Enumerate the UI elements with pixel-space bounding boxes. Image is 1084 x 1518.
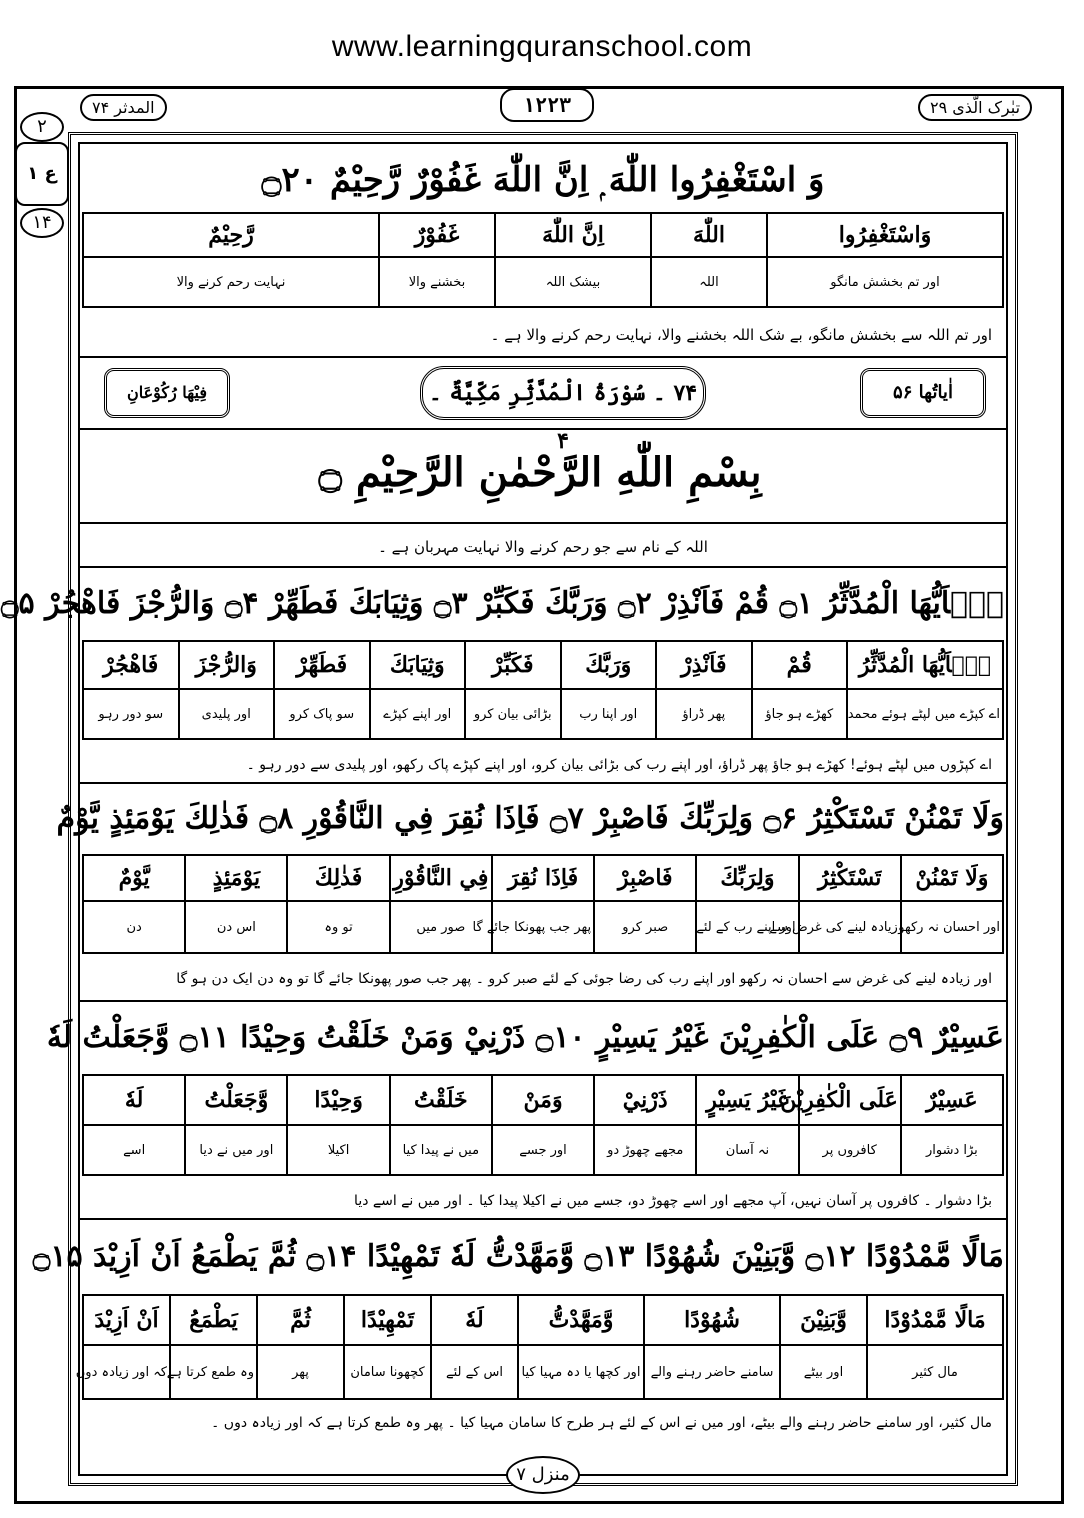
meaning-cell: کچھونا سامان bbox=[344, 1345, 431, 1399]
word-cell: اِنَّ اللّٰهَ bbox=[495, 213, 651, 257]
word-cell: مَالًا مَّمْدُوْدًا bbox=[867, 1295, 1003, 1345]
meaning-cell: اور اپنے کپڑے bbox=[370, 689, 466, 739]
word-grid-2 bbox=[82, 640, 1004, 740]
word-cell: فَاصْبِرْ bbox=[594, 855, 696, 901]
meaning-cell: پھر ڈراؤ bbox=[656, 689, 752, 739]
meaning-cell: اور کچھا یا دہ مہیا کیا bbox=[518, 1345, 644, 1399]
surah-ayat-count: اٰیاتُھا ۵۶ bbox=[860, 368, 986, 418]
word-cell: تَمْهِيْدًا bbox=[344, 1295, 431, 1345]
word-cell: وَثِيَابَكَ bbox=[370, 641, 466, 689]
word-cell: فَاِذَا نُقِرَ bbox=[492, 855, 594, 901]
meaning-cell: مال کثیر bbox=[867, 1345, 1003, 1399]
meaning-cell: کہ اور زیادہ دوں bbox=[83, 1345, 170, 1399]
word-cell: لَهٗ bbox=[83, 1075, 185, 1125]
translation-3: اور زیادہ لینے کی غرض سے احسان نہ رکھو اور اپنے رب کی رضا جوئی کے لئے صبر کرو ۔ پھر جب صور پھونکا جائے گا تو وہ دن ایک دن ہو گا bbox=[176, 971, 992, 987]
meaning-cell: سو دور رہو bbox=[83, 689, 179, 739]
divider bbox=[80, 782, 1006, 784]
meaning-cell: صور میں bbox=[390, 901, 492, 953]
word-cell: تَسْتَكْثِرُ bbox=[799, 855, 901, 901]
word-cell: وَمَنْ bbox=[492, 1075, 594, 1125]
meaning-cell: اور بیٹے bbox=[780, 1345, 867, 1399]
meaning-cell: اس دن bbox=[185, 901, 287, 953]
meaning-cell: نہایت رحم کرنے والا bbox=[83, 257, 379, 307]
meaning-cell: اور اپنا رب bbox=[561, 689, 657, 739]
meaning-cell: پھر جب پھونکا جائے گا bbox=[492, 901, 594, 953]
word-cell: ذَرْنِيْ bbox=[594, 1075, 696, 1125]
surah-title: ۷۴ ۔ سُوْرَةُ الْمُدَّثِّرِ مَكِّيَّةٌ ۔ ۴ bbox=[420, 366, 706, 420]
meaning-cell: اسے bbox=[83, 1125, 185, 1175]
meaning-cell: بخشنے والا bbox=[379, 257, 495, 307]
meaning-cell: دن bbox=[83, 901, 185, 953]
word-cell: فِي النَّاقُوْرِ bbox=[390, 855, 492, 901]
word-cell: وَلَا تَمْنُنْ bbox=[901, 855, 1003, 901]
translation-2: اے کپڑوں میں لپٹے ہوئے! کھڑے ہو جاؤ پھر ڈراؤ، اور اپنے رب کی بڑائی بیان کرو، اور اپنے کپڑے پاک رکھو، اور پلیدی سے دور رہو ۔ bbox=[246, 757, 992, 773]
divider bbox=[80, 428, 1006, 430]
meaning-cell: اس کے لئے bbox=[431, 1345, 518, 1399]
meaning-cell: بڑائی بیان کرو bbox=[465, 689, 561, 739]
word-cell: غَيْرُ يَسِيْرٍ bbox=[696, 1075, 798, 1125]
word-cell: يَوْمَئِذٍ bbox=[185, 855, 287, 901]
word-cell: ثُمَّ bbox=[257, 1295, 344, 1345]
site-url[interactable]: www.learningquranschool.com bbox=[331, 30, 753, 63]
translation-4: بڑا دشوار ۔ کافروں پر آسان نہیں، آپ مجھے اور اسے چھوڑ دو، جسے میں نے اکیلا پیدا کیا ۔ اور میں نے اسے دیا bbox=[354, 1193, 992, 1209]
word-cell: وَالرُّجْزَ bbox=[179, 641, 275, 689]
meaning-cell: اکیلا bbox=[287, 1125, 389, 1175]
word-cell: عَسِيْرٌ bbox=[901, 1075, 1003, 1125]
translation-1: اور تم اللہ سے بخشش مانگو، بے شک اللہ بخشنے والا، نہایت رحم کرنے والا ہے ۔ bbox=[490, 326, 992, 344]
word-cell: اللّٰهَ bbox=[651, 213, 767, 257]
meaning-cell: اور تم بخشش مانگو bbox=[767, 257, 1003, 307]
meaning-cell: اور جسے bbox=[492, 1125, 594, 1175]
word-cell: وَحِيْدًا bbox=[287, 1075, 389, 1125]
word-cell: شُهُوْدًا bbox=[644, 1295, 780, 1345]
meaning-cell: صبر کرو bbox=[594, 901, 696, 953]
ayah-line-4: عَسِيْرٌ ۝۹ عَلَى الْكٰفِرِيْنَ غَيْرُ يَسِيْرٍ ۝۱۰ ذَرْنِيْ وَمَنْ خَلَقْتُ وَحِيْدًا ۝۱۱ وَّجَعَلْتُ لَهٗ bbox=[46, 1020, 1004, 1055]
word-cell: عَلَى الْكٰفِرِيْنَ bbox=[799, 1075, 901, 1125]
meaning-cell: زیادہ لینے کی غرض سے bbox=[799, 901, 901, 953]
header-juz-label: تبٰرک الّذی ۲۹ bbox=[918, 94, 1032, 121]
meaning-cell: میں نے پیدا کیا bbox=[390, 1125, 492, 1175]
word-grid-1 bbox=[82, 212, 1004, 308]
word-cell: فَاهْجُرْ bbox=[83, 641, 179, 689]
meaning-cell: پھر bbox=[257, 1345, 344, 1399]
divider bbox=[80, 566, 1006, 568]
word-grid-4 bbox=[82, 1074, 1004, 1176]
word-cell: وَرَبَّكَ bbox=[561, 641, 657, 689]
word-cell: وَّبَنِيْنَ bbox=[780, 1295, 867, 1345]
divider bbox=[80, 522, 1006, 524]
meaning-cell: سو پاک کرو bbox=[274, 689, 370, 739]
meaning-cell: کافروں پر bbox=[799, 1125, 901, 1175]
word-cell: فَاَنْذِرْ bbox=[656, 641, 752, 689]
ruku-badge: ع ۱ bbox=[15, 142, 69, 206]
word-grid-3 bbox=[82, 854, 1004, 954]
word-grid-5 bbox=[75, 1294, 1004, 1400]
word-cell: وَلِرَبِّكَ bbox=[696, 855, 798, 901]
translation-5: مال کثیر، اور سامنے حاضر رہنے والے بیٹے، اور میں نے اس کے لئے ہر طرح کا سامان مہیا کیا ۔ پھر وہ طمع کرتا ہے کہ اور زیادہ دوں ۔ bbox=[211, 1415, 992, 1431]
word-cell: رَّحِيْمٌ bbox=[83, 213, 379, 257]
surah-ruku-count: فِيْهَا رُكُوْعَانِ bbox=[104, 368, 230, 418]
side-number-top: ۲ bbox=[20, 112, 64, 142]
word-cell: يٰۤاَيُّهَا الْمُدَّثِّرُ bbox=[847, 641, 1003, 689]
ayah-line-1: وَ اسْتَغْفِرُوا اللّٰهَ ۭ اِنَّ اللّٰهَ غَفُوْرٌ رَّحِيْمٌ ۝۲۰ bbox=[261, 160, 825, 200]
word-cell: اَنْ اَزِيْدَ bbox=[83, 1295, 170, 1345]
word-cell: يَّوْمٌ bbox=[83, 855, 185, 901]
meaning-cell: تو وہ bbox=[287, 901, 389, 953]
divider bbox=[80, 1218, 1006, 1220]
meaning-cell: بیشک اللہ bbox=[495, 257, 651, 307]
divider bbox=[80, 1000, 1006, 1002]
header-surah-label: المدثر ۷۴ bbox=[80, 94, 167, 121]
word-cell: غَفُوْرٌ bbox=[379, 213, 495, 257]
divider bbox=[80, 356, 1006, 358]
word-cell: فَكَبِّرْ bbox=[465, 641, 561, 689]
meaning-cell: مجھے چھوڑ دو bbox=[594, 1125, 696, 1175]
manzil-badge: منزل ۷ bbox=[506, 1456, 580, 1494]
meaning-cell: اور میں نے دیا bbox=[185, 1125, 287, 1175]
meaning-cell: اور پلیدی bbox=[179, 689, 275, 739]
meaning-cell: اللہ bbox=[651, 257, 767, 307]
meaning-cell: نہ آسان bbox=[696, 1125, 798, 1175]
meaning-cell: اور اپنے رب کے لئے bbox=[696, 901, 798, 953]
meaning-cell: بڑا دشوار bbox=[901, 1125, 1003, 1175]
word-cell: فَذٰلِكَ bbox=[287, 855, 389, 901]
bismillah: بِسْمِ اللّٰهِ الرَّحْمٰنِ الرَّحِيْمِ ۝ bbox=[318, 449, 762, 496]
ayah-line-5: مَالًا مَّمْدُوْدًا ۝۱۲ وَّبَنِيْنَ شُهُوْدًا ۝۱۳ وَّمَهَّدْتُّ لَهٗ تَمْهِيْدًا ۝۱۴ ثُمَّ يَطْمَعُ اَنْ اَزِيْدَ ۝۱۵ bbox=[32, 1239, 1004, 1274]
meaning-cell: وہ طمع کرتا ہے bbox=[170, 1345, 257, 1399]
word-cell: لَهٗ bbox=[431, 1295, 518, 1345]
meaning-cell: کھڑے ہو جاؤ bbox=[752, 689, 848, 739]
meaning-cell: اور احسان نہ رکھو bbox=[901, 901, 1003, 953]
page-number: ۱۲۲۳ bbox=[500, 88, 594, 122]
word-cell: فَطَهِّرْ bbox=[274, 641, 370, 689]
meaning-cell: سامنے حاضر رہنے والے bbox=[644, 1345, 780, 1399]
meaning-cell: اے کپڑے میں لپٹے ہوئے محمد bbox=[847, 689, 1003, 739]
bismillah-translation: اللہ کے نام سے جو رحم کرنے والا نہایت مہربان ہے ۔ bbox=[378, 538, 708, 556]
word-cell: وَّجَعَلْتُ bbox=[185, 1075, 287, 1125]
word-cell: وَاسْتَغْفِرُوا bbox=[767, 213, 1003, 257]
word-cell: قُمْ bbox=[752, 641, 848, 689]
word-cell: خَلَقْتُ bbox=[390, 1075, 492, 1125]
side-number-bottom: ۱۴ bbox=[20, 208, 64, 238]
ayah-line-3: وَلَا تَمْنُنْ تَسْتَكْثِرُ ۝۶ وَلِرَبِّكَ فَاصْبِرْ ۝۷ فَاِذَا نُقِرَ فِي النَّاقُوْرِ ۝۸ فَذٰلِكَ يَوْمَئِذٍ يَّوْمٌ bbox=[56, 801, 1004, 836]
word-cell: يَطْمَعُ bbox=[170, 1295, 257, 1345]
ayah-line-2: يٰۤاَيُّهَا الْمُدَّثِّرُ ۝۱ قُمْ فَاَنْذِرْ ۝۲ وَرَبَّكَ فَكَبِّرْ ۝۳ وَثِيَابَكَ فَطَهِّرْ ۝۴ وَالرُّجْزَ فَاهْجُرْ ۝۵ bbox=[0, 586, 1004, 621]
word-cell: وَّمَهَّدْتُّ bbox=[518, 1295, 644, 1345]
